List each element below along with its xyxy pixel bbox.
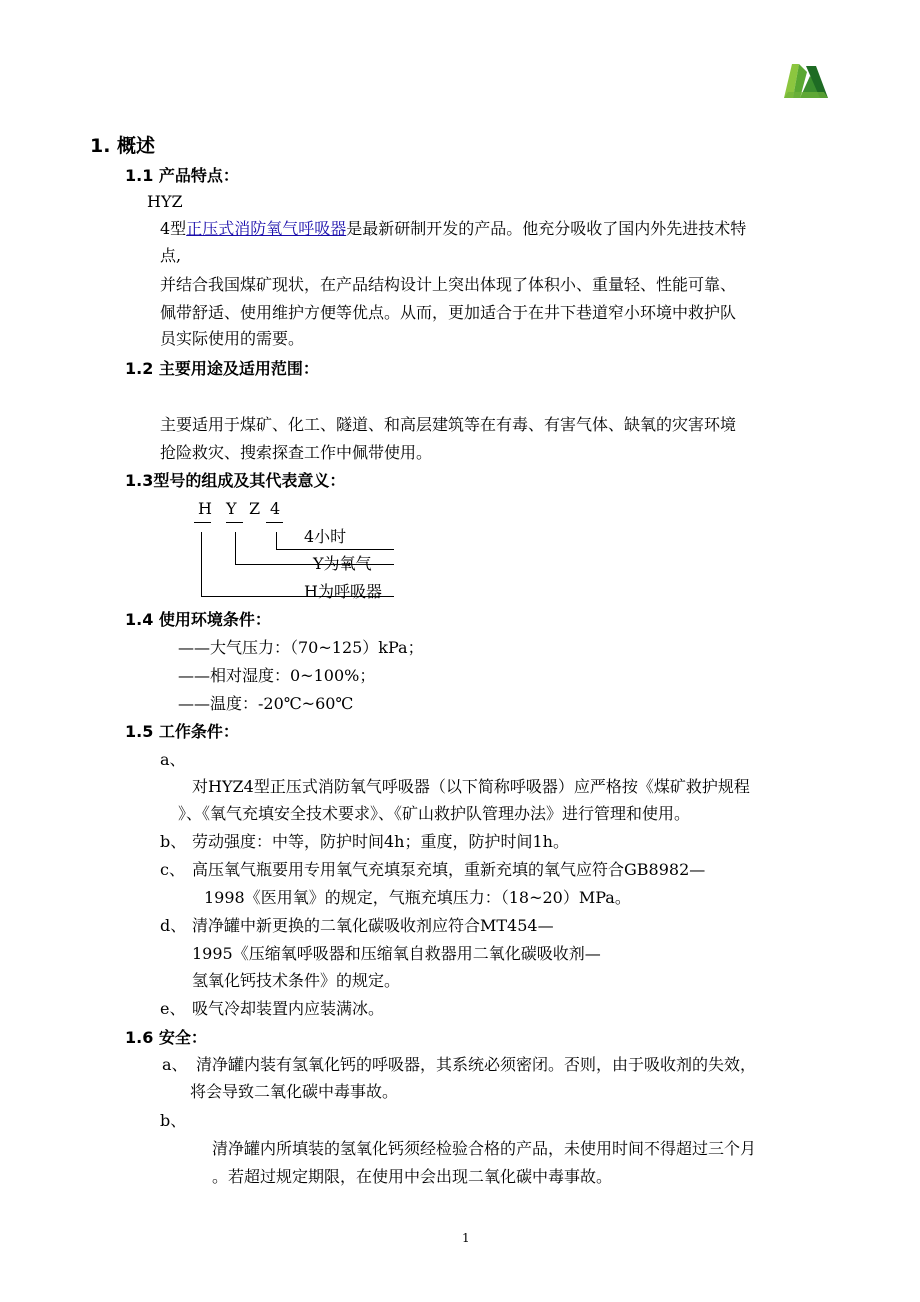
- list-text: 。若超过规定期限，在使用中会出现二氧化碳中毒事故。: [212, 1167, 613, 1186]
- paragraph-line: [160, 221, 746, 237]
- subsection-title-1-4: 1.4 使用环境条件：: [125, 610, 271, 629]
- subsection-title-1-1: 1.1 产品特点：: [125, 166, 239, 185]
- list-label: a、: [162, 1055, 188, 1074]
- list-label: b、: [160, 1111, 187, 1130]
- list-label: e、: [160, 999, 186, 1018]
- paragraph-line: 并结合我国煤矿现状，在产品结构设计上突出体现了体积小、重量轻、性能可靠、: [160, 275, 737, 294]
- list-text: 1998《医用氧》的规定，气瓶充填压力：（18~20）MPa。: [204, 888, 631, 907]
- text-span: 是最新研制开发的产品。他充分吸收了国内外先进技术特: [346, 219, 747, 238]
- model-label-4: 4小时: [304, 527, 347, 546]
- list-text: 清净罐内所填装的氢氧化钙须经检验合格的产品，未使用时间不得超过三个月: [212, 1139, 757, 1158]
- list-text: 氢氧化钙技术条件》的规定。: [192, 971, 401, 990]
- list-text: 高压氧气瓶要用专用氧气充填泵充填，重新充填的氧气应符合GB8982—: [192, 860, 706, 879]
- list-label: a、: [160, 750, 186, 769]
- page-number: 1: [462, 1231, 470, 1245]
- paragraph-line: 抢险救灾、搜索探查工作中佩带使用。: [160, 443, 433, 462]
- company-logo: [782, 58, 830, 100]
- model-char-h: H: [198, 499, 212, 518]
- paragraph-line: HYZ: [147, 192, 183, 211]
- paragraph-line: 佩带舒适、使用维护方便等优点。从而，更加适合于在井下巷道窄小环境中救护队: [160, 303, 737, 322]
- section-title: 1. 概述: [90, 135, 156, 157]
- list-text: 吸气冷却装置内应装满冰。: [192, 999, 385, 1018]
- model-char-y: Y: [226, 499, 237, 518]
- list-label: d、: [160, 916, 187, 935]
- model-char-4: 4: [270, 499, 281, 518]
- model-label-y: Y为氧气: [313, 554, 372, 573]
- condition-item: ——相对湿度：0~100%；: [178, 666, 376, 685]
- model-char-z: Z: [249, 499, 261, 518]
- list-text: 清净罐中新更换的二氧化碳吸收剂应符合MT454—: [192, 916, 554, 935]
- subsection-title-1-5: 1.5 工作条件：: [125, 722, 239, 741]
- condition-item: ——大气压力：（70~125）kPa；: [178, 638, 424, 657]
- paragraph-line: 员实际使用的需要。: [160, 329, 305, 348]
- paragraph-line: 点,: [160, 246, 182, 265]
- list-text: 劳动强度：中等，防护时间4h；重度，防护时间1h。: [192, 832, 569, 851]
- condition-item: ——温度：-20℃~60℃: [178, 694, 354, 713]
- subsection-title-1-6: 1.6 安全：: [125, 1028, 207, 1047]
- product-link[interactable]: 正压式消防氧气呼吸器: [186, 219, 347, 238]
- list-text: 清净罐内装有氢氧化钙的呼吸器，其系统必须密闭。否则，由于吸收剂的失效，: [196, 1055, 757, 1074]
- list-label: b、: [160, 832, 187, 851]
- list-label: c、: [160, 860, 185, 879]
- list-text: 1995《压缩氧呼吸器和压缩氧自救器用二氧化碳吸收剂—: [192, 944, 601, 963]
- subsection-title-1-3: 1.3型号的组成及其代表意义：: [125, 471, 346, 490]
- model-label-h: H为呼吸器: [304, 582, 382, 601]
- text-span: 4型: [160, 219, 187, 238]
- paragraph-line: 主要适用于煤矿、化工、隧道、和高层建筑等在有毒、有害气体、缺氧的灾害环境: [160, 415, 737, 434]
- list-text: 》、《氧气充填安全技术要求》、《矿山救护队管理办法》进行管理和使用。: [178, 804, 691, 823]
- subsection-title-1-2: 1.2 主要用途及适用范围：: [125, 359, 319, 378]
- list-text: 对HYZ4型正压式消防氧气呼吸器（以下简称呼吸器）应严格按《煤矿救护规程: [192, 777, 750, 796]
- list-text: 将会导致二氧化碳中毒事故。: [190, 1082, 399, 1101]
